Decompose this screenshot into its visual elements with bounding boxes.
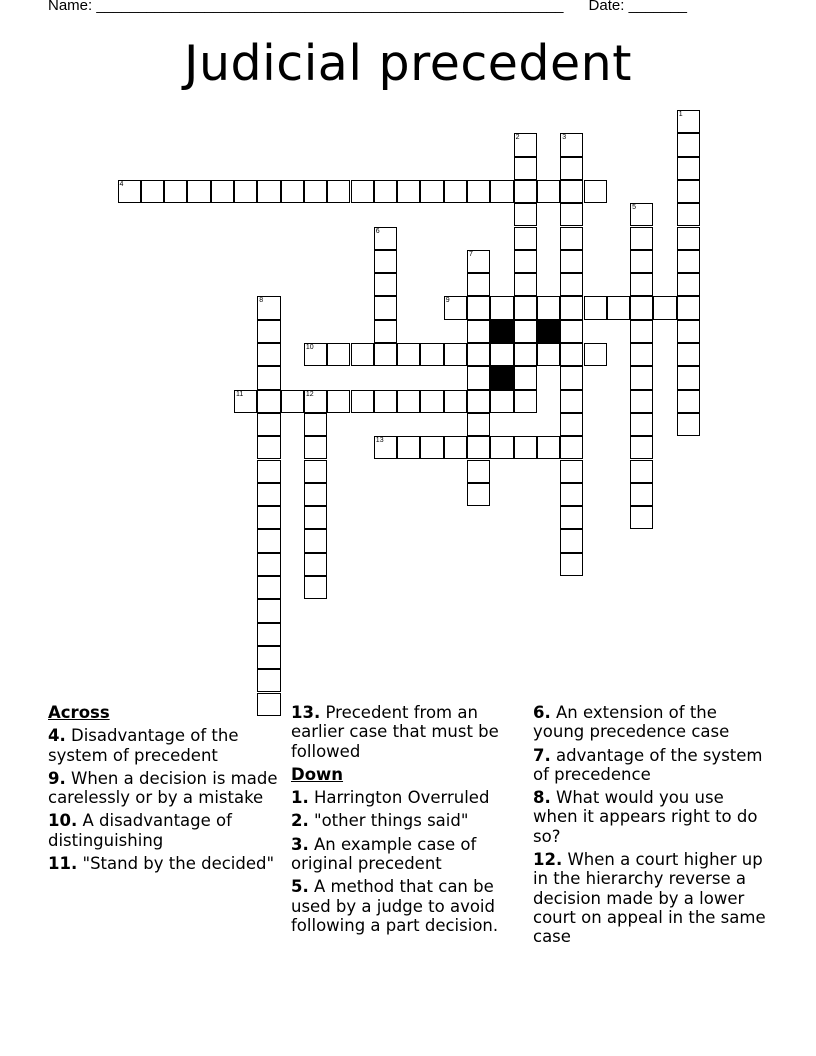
grid-cell[interactable]: [677, 343, 700, 366]
grid-cell[interactable]: [257, 553, 280, 576]
clues-column-3: [533, 703, 769, 951]
clue-number: 1.: [291, 788, 309, 808]
header: [48, 0, 687, 14]
grid-cell[interactable]: [444, 296, 467, 319]
grid-cell[interactable]: [257, 576, 280, 599]
clue-number: 12.: [533, 850, 563, 870]
clue-number: 2.: [291, 811, 309, 831]
grid-cell[interactable]: [584, 180, 607, 203]
grid-cell[interactable]: [257, 320, 280, 343]
grid-cell[interactable]: [560, 553, 583, 576]
grid-cell[interactable]: [677, 110, 700, 133]
grid-cell[interactable]: [304, 529, 327, 552]
grid-cell[interactable]: [304, 180, 327, 203]
clue-down-8: [533, 788, 769, 846]
grid-cell[interactable]: [514, 180, 537, 203]
grid-cell[interactable]: [630, 390, 653, 413]
grid-cell[interactable]: [630, 343, 653, 366]
grid-cell[interactable]: [560, 227, 583, 250]
grid-cell[interactable]: [281, 180, 304, 203]
name-label: Name:: [48, 0, 93, 14]
grid-cell[interactable]: [304, 343, 327, 366]
grid-cell[interactable]: [490, 343, 513, 366]
clue-number: 4.: [48, 726, 66, 746]
grid-cell[interactable]: [257, 413, 280, 436]
grid-cell[interactable]: [560, 436, 583, 459]
grid-cell[interactable]: [257, 180, 280, 203]
grid-cell[interactable]: [677, 273, 700, 296]
grid-cell[interactable]: [560, 366, 583, 389]
grid-cell[interactable]: [537, 343, 560, 366]
clue-text: What would you use when it appears right to do so?: [533, 788, 758, 846]
clue-number: 5.: [291, 877, 309, 897]
grid-cell[interactable]: [257, 460, 280, 483]
grid-cell[interactable]: [257, 296, 280, 319]
grid-cell[interactable]: [374, 227, 397, 250]
clue-text: When a court higher up in the hierarchy reverse a decision made by a lower court on appeal in the same case: [533, 850, 766, 947]
cell-number: 4: [119, 180, 124, 188]
grid-cell[interactable]: [467, 366, 490, 389]
grid-cell[interactable]: [444, 180, 467, 203]
across-heading: Across: [48, 703, 110, 722]
grid-cell[interactable]: [560, 483, 583, 506]
grid-cell[interactable]: [467, 436, 490, 459]
clue-text: Harrington Overruled: [314, 788, 490, 808]
grid-cell[interactable]: [630, 296, 653, 319]
grid-cell[interactable]: [467, 413, 490, 436]
grid-cell[interactable]: [514, 133, 537, 156]
grid-cell[interactable]: [467, 250, 490, 273]
cell-number: 10: [305, 344, 314, 351]
grid-cell[interactable]: [327, 180, 350, 203]
down-heading: Down: [291, 764, 344, 784]
name-blank[interactable]: ________________________________________________________: [96, 0, 564, 14]
grid-cell[interactable]: [514, 390, 537, 413]
grid-cell[interactable]: [560, 390, 583, 413]
grid-cell[interactable]: [281, 390, 304, 413]
clue-down-1: [291, 788, 527, 807]
grid-cell[interactable]: [420, 436, 443, 459]
clue-down-7: [533, 746, 769, 785]
grid-cell[interactable]: [537, 296, 560, 319]
grid-cell[interactable]: [374, 436, 397, 459]
grid-cell[interactable]: [374, 343, 397, 366]
clue-text: A disadvantage of distinguishing: [48, 811, 232, 850]
grid-cell[interactable]: [560, 273, 583, 296]
clue-across-11: [48, 854, 284, 873]
grid-cell[interactable]: [630, 460, 653, 483]
grid-cell[interactable]: [467, 273, 490, 296]
grid-cell[interactable]: [630, 320, 653, 343]
clue-down-2: [291, 811, 527, 830]
grid-cell[interactable]: [560, 250, 583, 273]
clue-across-4: [48, 726, 284, 765]
grid-cell[interactable]: [234, 390, 257, 413]
grid-cell[interactable]: [630, 250, 653, 273]
grid-cell[interactable]: [257, 599, 280, 622]
grid-cell[interactable]: [514, 250, 537, 273]
grid-cell[interactable]: [677, 227, 700, 250]
clue-number: 6.: [533, 703, 551, 722]
grid-cell[interactable]: [677, 250, 700, 273]
grid-cell[interactable]: [304, 483, 327, 506]
cell-number: 1: [678, 111, 683, 118]
clue-number: 9.: [48, 768, 66, 788]
cell-number: 7: [469, 250, 473, 258]
grid-cell[interactable]: [490, 436, 513, 459]
grid-cell[interactable]: [560, 133, 583, 156]
grid-cell[interactable]: [397, 343, 420, 366]
grid-cell[interactable]: [467, 320, 490, 343]
grid-cell[interactable]: [560, 413, 583, 436]
grid-cell[interactable]: [118, 180, 141, 203]
grid-cell[interactable]: [467, 390, 490, 413]
grid-cell[interactable]: [257, 483, 280, 506]
grid-cell[interactable]: [304, 460, 327, 483]
grid-cell[interactable]: [537, 436, 560, 459]
cell-number: 8: [259, 297, 264, 305]
grid-cell[interactable]: [490, 296, 513, 319]
clue-number: 3.: [291, 834, 309, 854]
grid-cell[interactable]: [677, 296, 700, 319]
grid-cell[interactable]: [607, 296, 630, 319]
grid-cell[interactable]: [630, 273, 653, 296]
clue-across-13: [291, 703, 527, 761]
grid-cell[interactable]: [560, 320, 583, 343]
cell-number: 2: [515, 134, 520, 142]
grid-cell[interactable]: [677, 180, 700, 203]
grid-cell[interactable]: [420, 180, 443, 203]
grid-cell[interactable]: [630, 203, 653, 226]
cell-number: 9: [445, 297, 450, 305]
clue-across-10: [48, 811, 284, 850]
grid-cell[interactable]: [677, 366, 700, 389]
grid-cell[interactable]: [444, 343, 467, 366]
grid-cell[interactable]: [374, 296, 397, 319]
grid-cell[interactable]: [444, 436, 467, 459]
date-label: Date:: [588, 0, 625, 14]
clues-column-1: [48, 703, 284, 877]
grid-cell[interactable]: [630, 366, 653, 389]
grid-cell[interactable]: [397, 180, 420, 203]
grid-cell[interactable]: [677, 320, 700, 343]
clue-number: 10.: [48, 811, 78, 831]
grid-cell[interactable]: [397, 436, 420, 459]
clue-down-12: [533, 850, 769, 946]
grid-cell[interactable]: [327, 390, 350, 413]
grid-cell[interactable]: [514, 203, 537, 226]
grid-cell[interactable]: [514, 366, 537, 389]
grid-cell[interactable]: [630, 436, 653, 459]
grid-cell[interactable]: [304, 553, 327, 576]
grid-cell[interactable]: [677, 203, 700, 226]
grid-cell[interactable]: [327, 343, 350, 366]
clue-down-6: [533, 703, 769, 742]
date-blank[interactable]: _______: [628, 0, 687, 14]
cell-number: 12: [305, 390, 314, 398]
grid-block: [490, 366, 513, 389]
grid-cell[interactable]: [467, 180, 490, 203]
grid-cell[interactable]: [257, 366, 280, 389]
clue-number: 13.: [291, 703, 321, 722]
grid-cell[interactable]: [397, 390, 420, 413]
grid-cell[interactable]: [374, 390, 397, 413]
clue-text: An example case of original precedent: [291, 834, 477, 874]
grid-cell[interactable]: [630, 413, 653, 436]
clue-text: When a decision is made carelessly or by a mistake: [48, 768, 278, 808]
grid-cell[interactable]: [514, 157, 537, 180]
grid-cell[interactable]: [677, 157, 700, 180]
clue-number: 7.: [533, 745, 551, 765]
grid-cell[interactable]: [257, 390, 280, 413]
grid-block: [490, 320, 513, 343]
grid-cell[interactable]: [514, 343, 537, 366]
grid-cell[interactable]: [560, 460, 583, 483]
grid-cell[interactable]: [351, 180, 374, 203]
grid-cell[interactable]: [584, 296, 607, 319]
grid-cell[interactable]: [187, 180, 210, 203]
grid-cell[interactable]: [257, 529, 280, 552]
grid-cell[interactable]: [560, 296, 583, 319]
clue-text: "other things said": [314, 811, 469, 831]
cell-number: 5: [632, 204, 636, 212]
grid-cell[interactable]: [560, 506, 583, 529]
grid-cell[interactable]: [351, 390, 374, 413]
grid-cell[interactable]: [560, 157, 583, 180]
clue-number: 8.: [533, 788, 551, 808]
grid-cell[interactable]: [677, 390, 700, 413]
grid-cell[interactable]: [630, 506, 653, 529]
clue-text: An extension of the young precedence case: [533, 703, 730, 742]
clues-column-2: [291, 703, 527, 939]
grid-cell[interactable]: [374, 273, 397, 296]
grid-cell[interactable]: [584, 343, 607, 366]
grid-cell[interactable]: [164, 180, 187, 203]
grid-cell[interactable]: [257, 669, 280, 692]
grid-cell[interactable]: [257, 343, 280, 366]
grid-cell[interactable]: [514, 227, 537, 250]
grid-cell[interactable]: [444, 390, 467, 413]
grid-cell[interactable]: [374, 250, 397, 273]
grid-cell[interactable]: [420, 390, 443, 413]
grid-cell[interactable]: [537, 180, 560, 203]
grid-cell[interactable]: [257, 506, 280, 529]
grid-cell[interactable]: [374, 320, 397, 343]
grid-cell[interactable]: [351, 343, 374, 366]
clue-down-5: [291, 877, 527, 935]
clue-number: 11.: [48, 854, 78, 874]
clue-text: Precedent from an earlier case that must be followed: [291, 703, 499, 761]
grid-cell[interactable]: [514, 436, 537, 459]
grid-cell[interactable]: [304, 576, 327, 599]
grid-cell[interactable]: [467, 483, 490, 506]
grid-cell[interactable]: [304, 506, 327, 529]
grid-block: [537, 320, 560, 343]
grid-cell[interactable]: [304, 413, 327, 436]
grid-cell[interactable]: [560, 180, 583, 203]
cell-number: 11: [236, 390, 244, 398]
clue-down-3: [291, 835, 527, 874]
clue-text: "Stand by the decided": [82, 854, 275, 874]
grid-cell[interactable]: [514, 320, 537, 343]
grid-cell[interactable]: [630, 483, 653, 506]
grid-cell[interactable]: [560, 203, 583, 226]
grid-cell[interactable]: [560, 343, 583, 366]
grid-cell[interactable]: [467, 296, 490, 319]
grid-cell[interactable]: [560, 529, 583, 552]
grid-cell[interactable]: [490, 180, 513, 203]
grid-cell[interactable]: [677, 133, 700, 156]
grid-cell[interactable]: [653, 296, 676, 319]
grid-cell[interactable]: [257, 623, 280, 646]
clue-text: A method that can be used by a judge to avoid following a part decision.: [291, 877, 499, 935]
grid-cell[interactable]: [514, 296, 537, 319]
grid-cell[interactable]: [257, 436, 280, 459]
grid-cell[interactable]: [374, 180, 397, 203]
grid-cell[interactable]: [514, 273, 537, 296]
grid-cell[interactable]: [630, 227, 653, 250]
grid-cell[interactable]: [304, 436, 327, 459]
grid-cell[interactable]: [490, 390, 513, 413]
grid-cell[interactable]: [304, 390, 327, 413]
grid-cell[interactable]: [141, 180, 164, 203]
grid-cell[interactable]: [420, 343, 443, 366]
grid-cell[interactable]: [234, 180, 257, 203]
grid-cell[interactable]: [467, 460, 490, 483]
cell-number: 6: [375, 227, 380, 235]
grid-cell[interactable]: [257, 646, 280, 669]
cell-number: 3: [562, 134, 567, 142]
clue-text: Disadvantage of the system of precedent: [48, 726, 239, 765]
page-title: Judicial precedent: [184, 35, 632, 92]
clue-across-9: [48, 769, 284, 808]
clue-text: advantage of the system of precedence: [533, 745, 763, 784]
grid-cell[interactable]: [211, 180, 234, 203]
grid-cell[interactable]: [677, 413, 700, 436]
cell-number: 13: [375, 437, 384, 445]
grid-cell[interactable]: [467, 343, 490, 366]
